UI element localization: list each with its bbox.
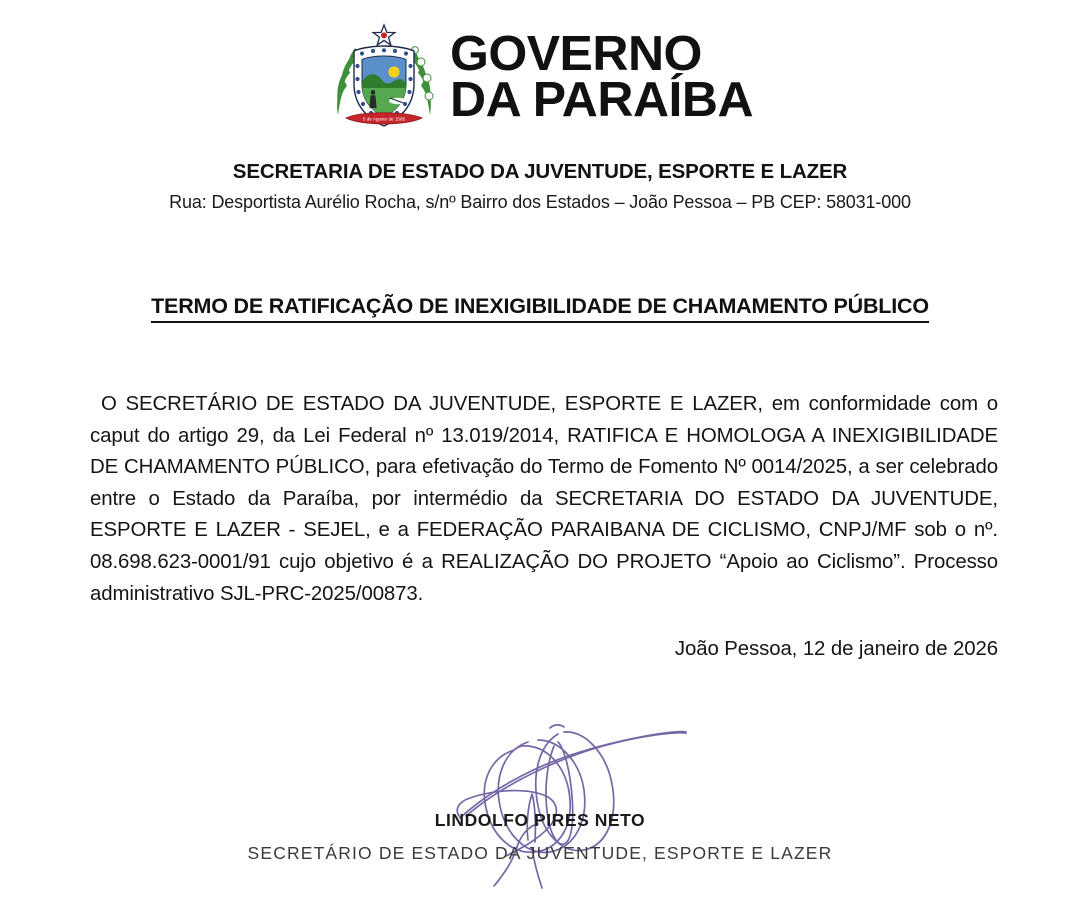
signer-role: SECRETÁRIO DE ESTADO DA JUVENTUDE, ESPORTE E LAZER xyxy=(247,843,833,863)
logo-line-governo: GOVERNO xyxy=(450,27,703,82)
document-body-text: O SECRETÁRIO DE ESTADO DA JUVENTUDE, ESPORTE E LAZER, em conformidade com o caput do artigo 29, da Lei Federal nº 13.019/2014, RATIFICA E HOMOLOGA A INEXIGIBILIDADE DE CHAMAMENTO PÚBLICO, para efetivação do Termo de Fomento Nº 0014/2025, a ser celebrado entre o Estado da Paraíba, por intermédio da SECRETARIA DO ESTADO DA JUVENTUDE, ESPORTE E LAZER - SEJEL, e a FEDERAÇÃO PARAIBANA DE CICLISMO, CNPJ/MF sob o nº. 08.698.623-0001/91 cujo objetivo é a REALIZAÇÃO DO PROJETO “Apoio ao Ciclismo”. Processo administrativo SJL-PRC-2025/00873. xyxy=(90,393,998,605)
signer-name: LINDOLFO PIRES NETO xyxy=(434,810,646,830)
organization-name: SECRETARIA DE ESTADO DA JUVENTUDE, ESPORTE E LAZER xyxy=(232,160,848,183)
coat-of-arms-icon xyxy=(332,22,436,134)
page-title xyxy=(0,294,1080,319)
ribbon-text: 5 de Agosto de 1585 xyxy=(363,116,406,122)
signature-block xyxy=(0,690,1080,924)
logo-wordmark xyxy=(450,27,754,127)
place-and-date: João Pessoa, 12 de janeiro de 2026 xyxy=(674,638,998,660)
page-title-text: TERMO DE RATIFICAÇÃO DE INEXIGIBILIDADE DE CHAMAMENTO PÚBLICO xyxy=(151,294,929,323)
organization-address: Rua: Desportista Aurélio Rocha, s/nº Bairro dos Estados – João Pessoa – PB CEP: 58031-000 xyxy=(169,192,911,212)
document-body xyxy=(90,389,998,610)
logo-line-da-paraiba: DA PARAÍBA xyxy=(450,73,754,127)
government-logo xyxy=(0,22,1080,134)
